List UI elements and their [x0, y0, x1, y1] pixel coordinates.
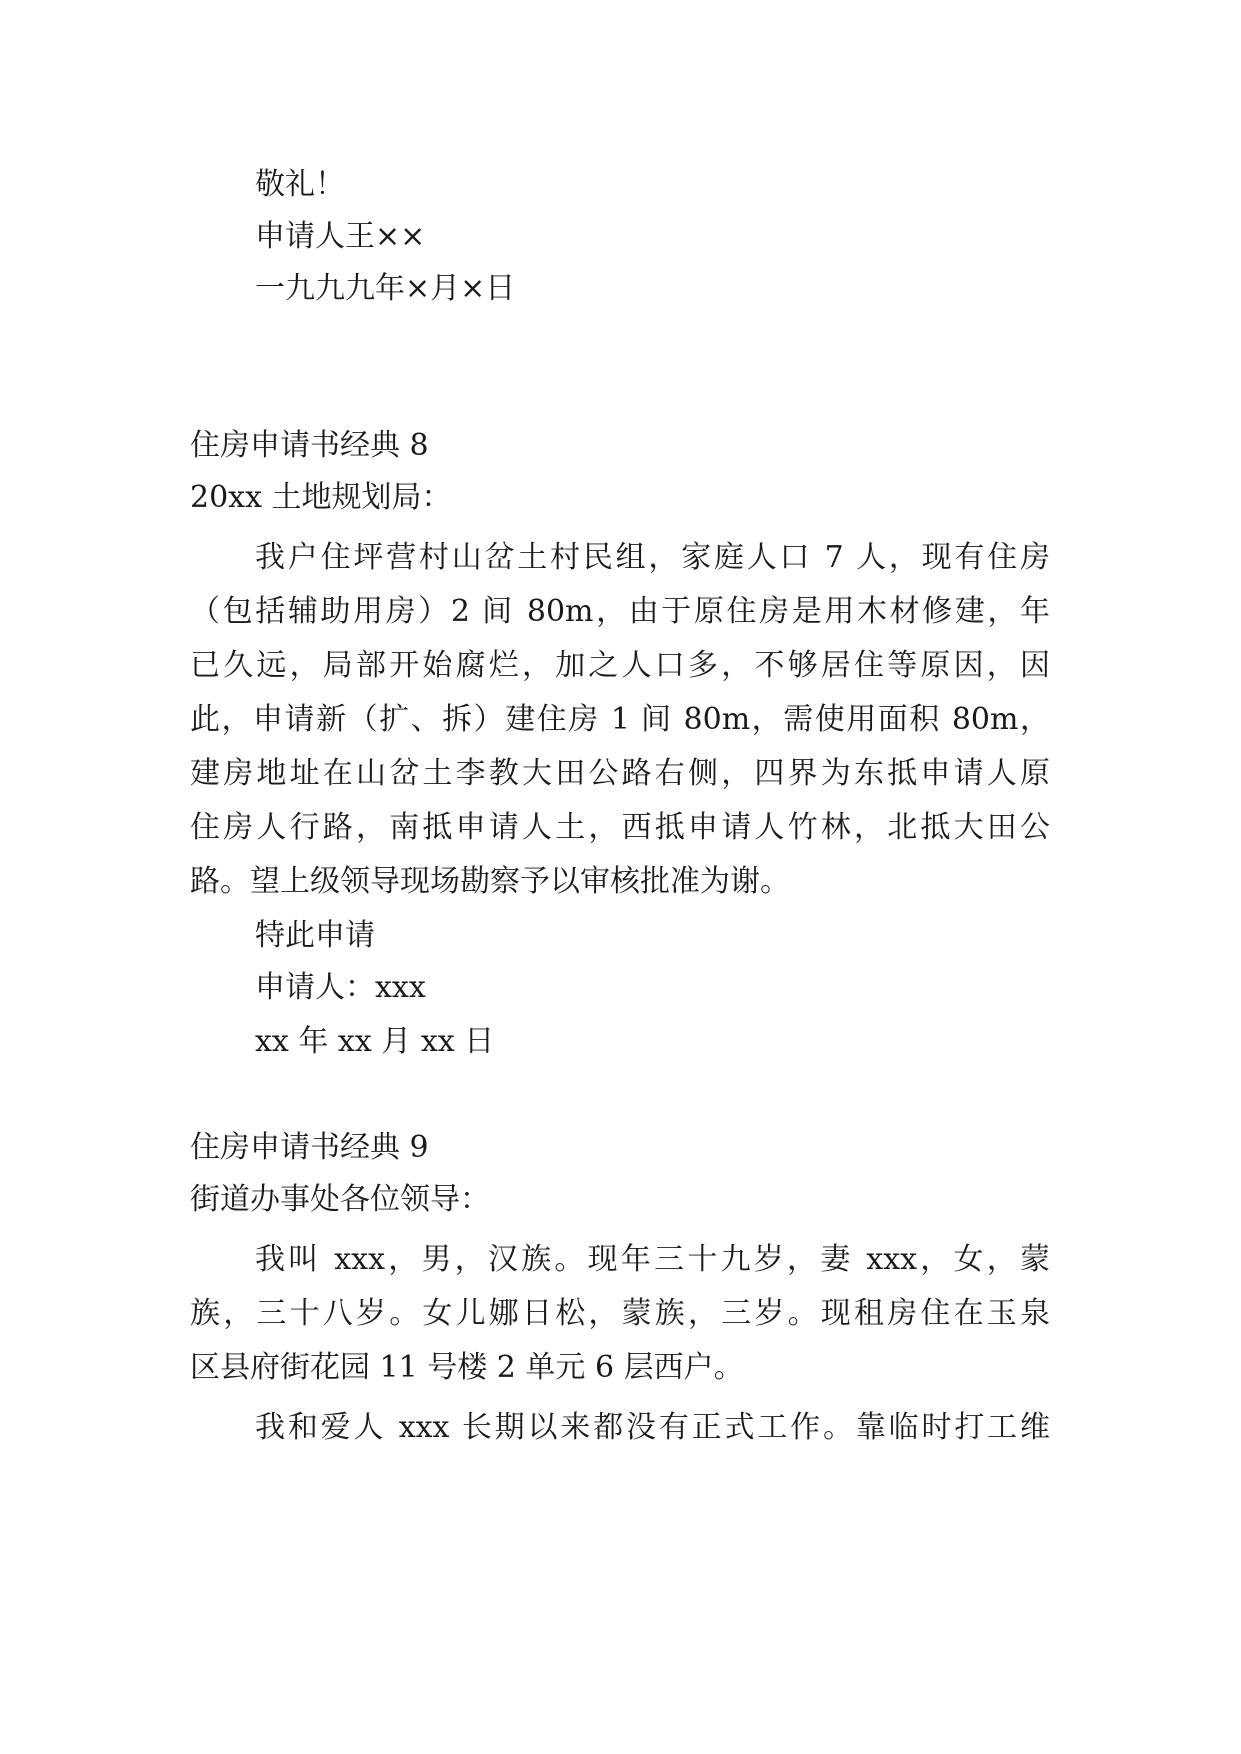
body-line: 路。望上级领导现场勘察予以审核批准为谢。 — [190, 864, 790, 899]
application-date: 一九九九年×月×日 — [255, 271, 516, 306]
closing-salutation: 敬礼！ — [255, 167, 345, 202]
section-title: 住房申请书经典 8 — [190, 428, 429, 463]
body-line: 住房人行路，南抵申请人土，西抵申请人竹林，北抵大田公 — [190, 810, 1050, 845]
applicant-signature: 申请人：xxx — [255, 970, 426, 1005]
closing-phrase: 特此申请 — [255, 918, 375, 953]
body-line: （包括辅助用房）2 间 80m，由于原住房是用木材修建，年 — [190, 594, 1050, 629]
body-line: 族，三十八岁。女儿娜日松，蒙族，三岁。现租房住在玉泉 — [190, 1296, 1050, 1331]
application-date: xx 年 xx 月 xx 日 — [255, 1024, 495, 1059]
body-line: 此，申请新（扩、拆）建住房 1 间 80m，需使用面积 80m， — [190, 702, 1050, 737]
section-title: 住房申请书经典 9 — [190, 1130, 429, 1165]
addressee: 街道办事处各位领导： — [190, 1182, 490, 1217]
body-line: 我户住坪营村山岔土村民组，家庭人口 7 人，现有住房 — [255, 540, 1050, 575]
body-line: 我和爱人 xxx 长期以来都没有正式工作。靠临时打工维 — [255, 1410, 1050, 1445]
body-line: 区县府街花园 11 号楼 2 单元 6 层西户。 — [190, 1350, 744, 1385]
body-line: 我叫 xxx，男，汉族。现年三十九岁，妻 xxx，女，蒙 — [255, 1242, 1050, 1277]
applicant-signature: 申请人王×× — [255, 219, 426, 254]
addressee: 20xx 土地规划局： — [190, 480, 452, 515]
body-line: 已久远，局部开始腐烂，加之人口多，不够居住等原因，因 — [190, 648, 1050, 683]
body-line: 建房地址在山岔土李教大田公路右侧，四界为东抵申请人原 — [190, 756, 1050, 791]
